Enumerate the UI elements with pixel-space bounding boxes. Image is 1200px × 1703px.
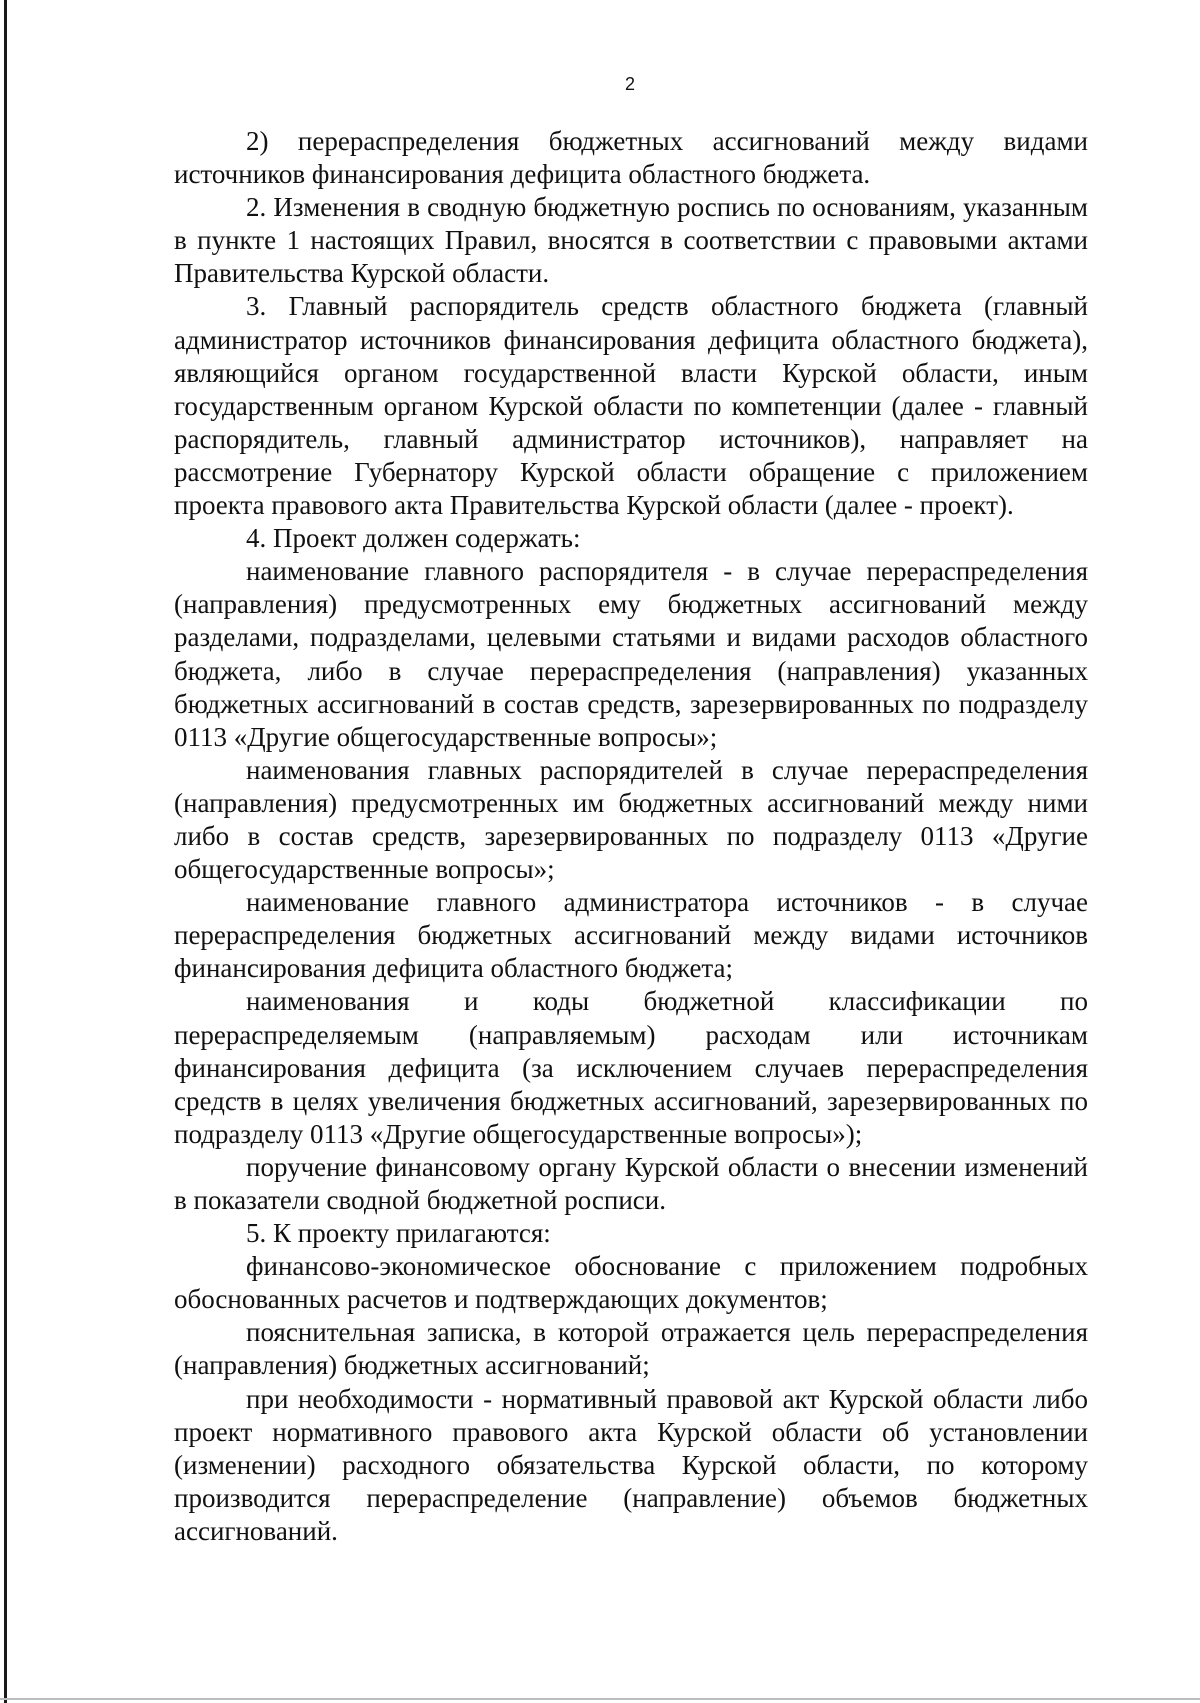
scan-edge-left (4, 0, 7, 1703)
paragraph-main-managers-names: наименования главных распорядителей в случае перераспределения (направления) предусмотренных им бюджетных ассигнований между ними либо в состав средств, зарезервированных по подразделу 0113 «Другие общегосударственные вопросы»; (174, 754, 1088, 885)
paragraph-normative-act: при необходимости - нормативный правовой акт Курской области либо проект нормативного правового акта Курской области об установлении (изменении) расходного обязательства Курской области, по которому производится перераспределение (направление) объемов бюджетных ассигнований. (174, 1383, 1088, 1546)
paragraph-sources-administrator-name: наименование главного администратора источников - в случае перераспределения бюджетных ассигнований между видами источников финансирования дефицита областного бюджета; (174, 887, 1088, 984)
paragraph-item-3-main-manager: 3. Главный распорядитель средств областного бюджета (главный администратор источников финансирования дефицита областного бюджета), являющийся органом государственной власти Курской области, иным государственным органом Курской области по компетенции (далее - главный распорядитель, главный администратор источников), направляет на рассмотрение Губернатору Курской области обращение с приложением проекта правового акта Правительства Курской области (далее - проект). (174, 291, 1088, 521)
paragraph-item-2-changes: 2. Изменения в сводную бюджетную роспись по основаниям, указанным в пункте 1 настоящих Правил, вносятся в соответствии с правовыми актами Правительства Курской области. (174, 192, 1088, 289)
paragraph-budget-classification-codes: наименования и коды бюджетной классификации по перераспределяемым (направляемым) расходам или источникам финансирования дефицита (за исключением случаев перераспределения средств в целях увеличения бюджетных ассигнований, зарезервированных по подразделу 0113 «Другие общегосударственные вопросы»); (174, 986, 1088, 1149)
page-number: 2 (624, 74, 635, 94)
paragraph-item-4-project-contents: 4. Проект должен содержать: (246, 523, 581, 554)
paragraph-instruction-financial-body: поручение финансовому органу Курской области о внесении изменений в показатели сводной бюджетной росписи. (174, 1151, 1088, 1215)
paragraph-explanatory-note: пояснительная записка, в которой отражается цель перераспределения (направления) бюджетных ассигнований; (174, 1317, 1088, 1381)
scan-edge-bottom (0, 1698, 1200, 1700)
paragraph-item-5-attachments: 5. К проекту прилагаются: (246, 1218, 551, 1249)
paragraph-financial-justification: финансово-экономическое обоснование с приложением подробных обоснованных расчетов и подтверждающих документов; (174, 1251, 1088, 1315)
paragraph-2-redistribution-sources: 2) перераспределения бюджетных ассигнований между видами источников финансирования дефицита областного бюджета. (174, 126, 1088, 190)
document-body (174, 125, 1088, 1548)
paragraph-main-manager-name: наименование главного распорядителя - в случае перераспределения (направления) предусмотренных ему бюджетных ассигнований между разделами, подразделами, целевыми статьями и видами расходов областного бюджета, либо в случае перераспределения (направления) указанных бюджетных ассигнований в состав средств, зарезервированных по подразделу 0113 «Другие общегосударственные вопросы»; (174, 556, 1088, 752)
